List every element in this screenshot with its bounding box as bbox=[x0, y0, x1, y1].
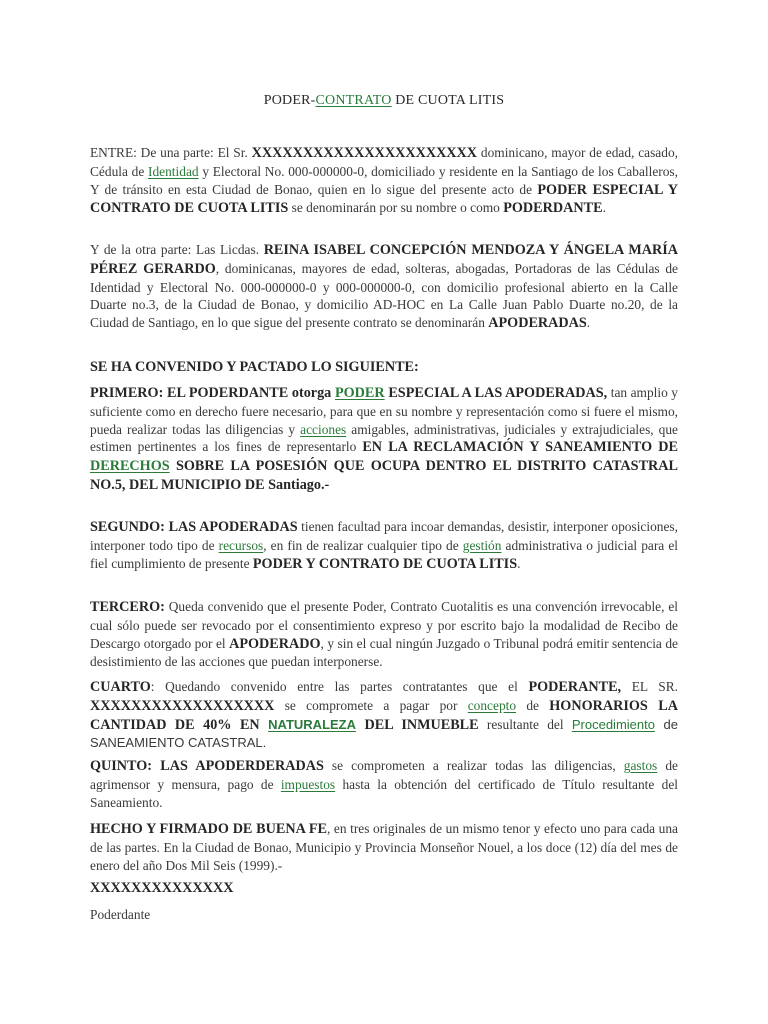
text: . bbox=[586, 315, 591, 331]
link-naturaleza[interactable]: NATURALEZA bbox=[268, 716, 357, 732]
text: resultante del bbox=[478, 716, 572, 732]
link-impuestos[interactable]: impuestos bbox=[280, 776, 336, 792]
bold-text: SOBRE LA POSESIÓN QUE OCUPA DENTRO EL DISTRITO CATASTRAL NO.5, DEL MUNICIPIO DE Santiago.- bbox=[90, 458, 678, 493]
bold-text: XXXXXXXXXXXXXXXXXXXXXX bbox=[251, 145, 478, 161]
text: tienen facultad para incoar demandas, desistir, interponer oposiciones, interponer todo tipo de bbox=[90, 519, 678, 553]
bold-text: HONORARIOS LA CANTIDAD DE 40% EN bbox=[90, 697, 678, 733]
text: : Quedando convenido entre las partes contratantes que el bbox=[150, 679, 529, 694]
text: , en tres originales de un mismo tenor y efecto uno para cada una de las partes. En la Ciudad de Bonao, Municipio y Provincia Monseñor Nouel, a los doce (12) día del mes de enero del año Dos Mil Seis (1999).- bbox=[90, 821, 678, 873]
signature-name: XXXXXXXXXXXXXX bbox=[90, 880, 234, 896]
paragraph-primero bbox=[90, 384, 678, 495]
text: y Electoral No. 000-000000-0, domiciliado y residente en la Santiago de los Caballeros, Y de tránsito en esta Ciudad de Bonao, quien en lo sigue del presente acto de bbox=[90, 163, 678, 197]
text: se denominarán por su nombre o como bbox=[288, 200, 504, 216]
text: . bbox=[602, 200, 606, 216]
paragraph-cuarto bbox=[90, 678, 678, 752]
bold-text: PODER Y CONTRATO DE CUOTA LITIS bbox=[252, 555, 518, 572]
link-recursos[interactable]: recursos bbox=[218, 537, 264, 553]
text: . bbox=[517, 555, 521, 571]
text: , dominicanas, mayores de edad, solteras, abogadas, Portadoras de las Cédulas de Identidad y Electoral No. 000-000000-0 y 000-000000-0, con domicilio profesional abierto en la Calle Duarte no.3, de la Ciudad de Bonao, y domicilio AD-HOC en La Calle Juan Pablo Duarte no.20, de la Ciudad de Santiago, en lo que sigue del presente contrato se denominarán bbox=[90, 260, 679, 331]
text: , y sin el cual ningún Juzgado o Tribunal podrá emitir sentencia de desistimiento de las acciones que puedan interponerse. bbox=[90, 635, 678, 670]
link-gastos[interactable]: gastos bbox=[623, 758, 658, 773]
paragraph-quinto bbox=[90, 757, 678, 811]
text: se compromete a pagar por bbox=[274, 697, 468, 713]
bold-text: REINA ISABEL CONCEPCIÓN MENDOZA Y ÁNGELA MARÍA PÉREZ GERARDO bbox=[90, 242, 678, 277]
paragraph-entre bbox=[90, 144, 678, 218]
bold-text: PODERANTE, bbox=[528, 679, 622, 695]
paragraph-convenido bbox=[90, 358, 678, 377]
title-suffix: DE CUOTA LITIS bbox=[391, 93, 505, 108]
paragraph-segundo bbox=[90, 518, 678, 573]
link-acciones[interactable]: acciones bbox=[300, 421, 347, 437]
text: se comprometen a realizar todas las diligencias, bbox=[323, 758, 624, 773]
bold-text: PODER ESPECIAL Y CONTRATO DE CUOTA LITIS bbox=[90, 181, 678, 217]
document-title bbox=[0, 93, 768, 109]
link-poder[interactable]: PODER bbox=[334, 385, 385, 401]
text: tan amplio y suficiente como en derecho fuere necesario, para que en su nombre y representación como si fuere el mismo, pueda realizar todas las diligencias y bbox=[90, 385, 678, 437]
bold-text: SE HA CONVENIDO Y PACTADO LO SIGUIENTE: bbox=[90, 359, 419, 375]
bold-text: HECHO Y FIRMADO DE BUENA FE bbox=[90, 821, 327, 837]
text: Y de la otra parte: Las Licdas. bbox=[90, 242, 264, 257]
paragraph-otra-parte bbox=[90, 241, 678, 333]
bold-text: PRIMERO: EL PODERDANTE otorga bbox=[90, 385, 335, 401]
text: ENTRE: De una parte: El Sr. bbox=[90, 145, 252, 160]
link-concepto[interactable]: concepto bbox=[467, 697, 517, 713]
text: hasta la obtención del certificado de Título resultante del Saneamiento. bbox=[90, 776, 678, 810]
bold-text: SEGUNDO: LAS APODERADAS bbox=[90, 519, 298, 535]
text: de SANEAMIENTO CATASTRAL. bbox=[90, 716, 678, 751]
text: EL SR. bbox=[621, 679, 678, 694]
bold-text: PODERDANTE bbox=[503, 200, 603, 217]
title-prefix: PODER- bbox=[263, 93, 316, 108]
link-derechos[interactable]: DERECHOS bbox=[90, 458, 170, 475]
bold-text: APODERADO bbox=[229, 635, 321, 652]
text: Queda convenido que el presente Poder, Contrato Cuotalitis es una convención irrevocable, el cual sólo puede ser revocado por el consentimiento expreso y por escrito bajo la modalidad de Recibo de Descargo otorgado por el bbox=[90, 599, 678, 651]
link-identidad[interactable]: Identidad bbox=[148, 163, 199, 179]
bold-text: QUINTO: LAS APODERDERADAS bbox=[90, 758, 324, 774]
text: de bbox=[516, 697, 550, 713]
signature-role: Poderdante bbox=[90, 907, 151, 922]
paragraph-hecho-y-firmado bbox=[90, 820, 678, 874]
text: de agrimensor y mensura, pago de bbox=[90, 758, 678, 792]
bold-text: XXXXXXXXXXXXXXXXXX bbox=[90, 697, 275, 714]
text: , en fin de realizar cualquier tipo de bbox=[263, 537, 463, 553]
bold-text: DEL INMUEBLE bbox=[356, 716, 479, 733]
text: administrativa o judicial para el fiel cumplimiento de presente bbox=[90, 537, 678, 571]
paragraph-tercero bbox=[90, 598, 678, 671]
link-gestion[interactable]: gestión bbox=[462, 537, 502, 553]
link-procedimiento[interactable]: Procedimiento bbox=[571, 716, 655, 732]
title-link-contrato[interactable]: CONTRATO bbox=[315, 93, 392, 108]
bold-text: APODERADAS bbox=[488, 315, 587, 332]
text: amigables, administrativas, judiciales y extrajudiciales, que estimen pertinentes a los fines de representarlo bbox=[90, 421, 678, 455]
bold-text: CUARTO bbox=[90, 679, 151, 695]
bold-text: ESPECIAL A LAS APODERADAS, bbox=[384, 385, 608, 401]
bold-text: TERCERO: bbox=[90, 599, 165, 615]
text: dominicano, mayor de edad, casado, Cédula de bbox=[90, 145, 678, 179]
bold-text: EN LA RECLAMACIÓN Y SANEAMIENTO DE bbox=[362, 439, 678, 456]
